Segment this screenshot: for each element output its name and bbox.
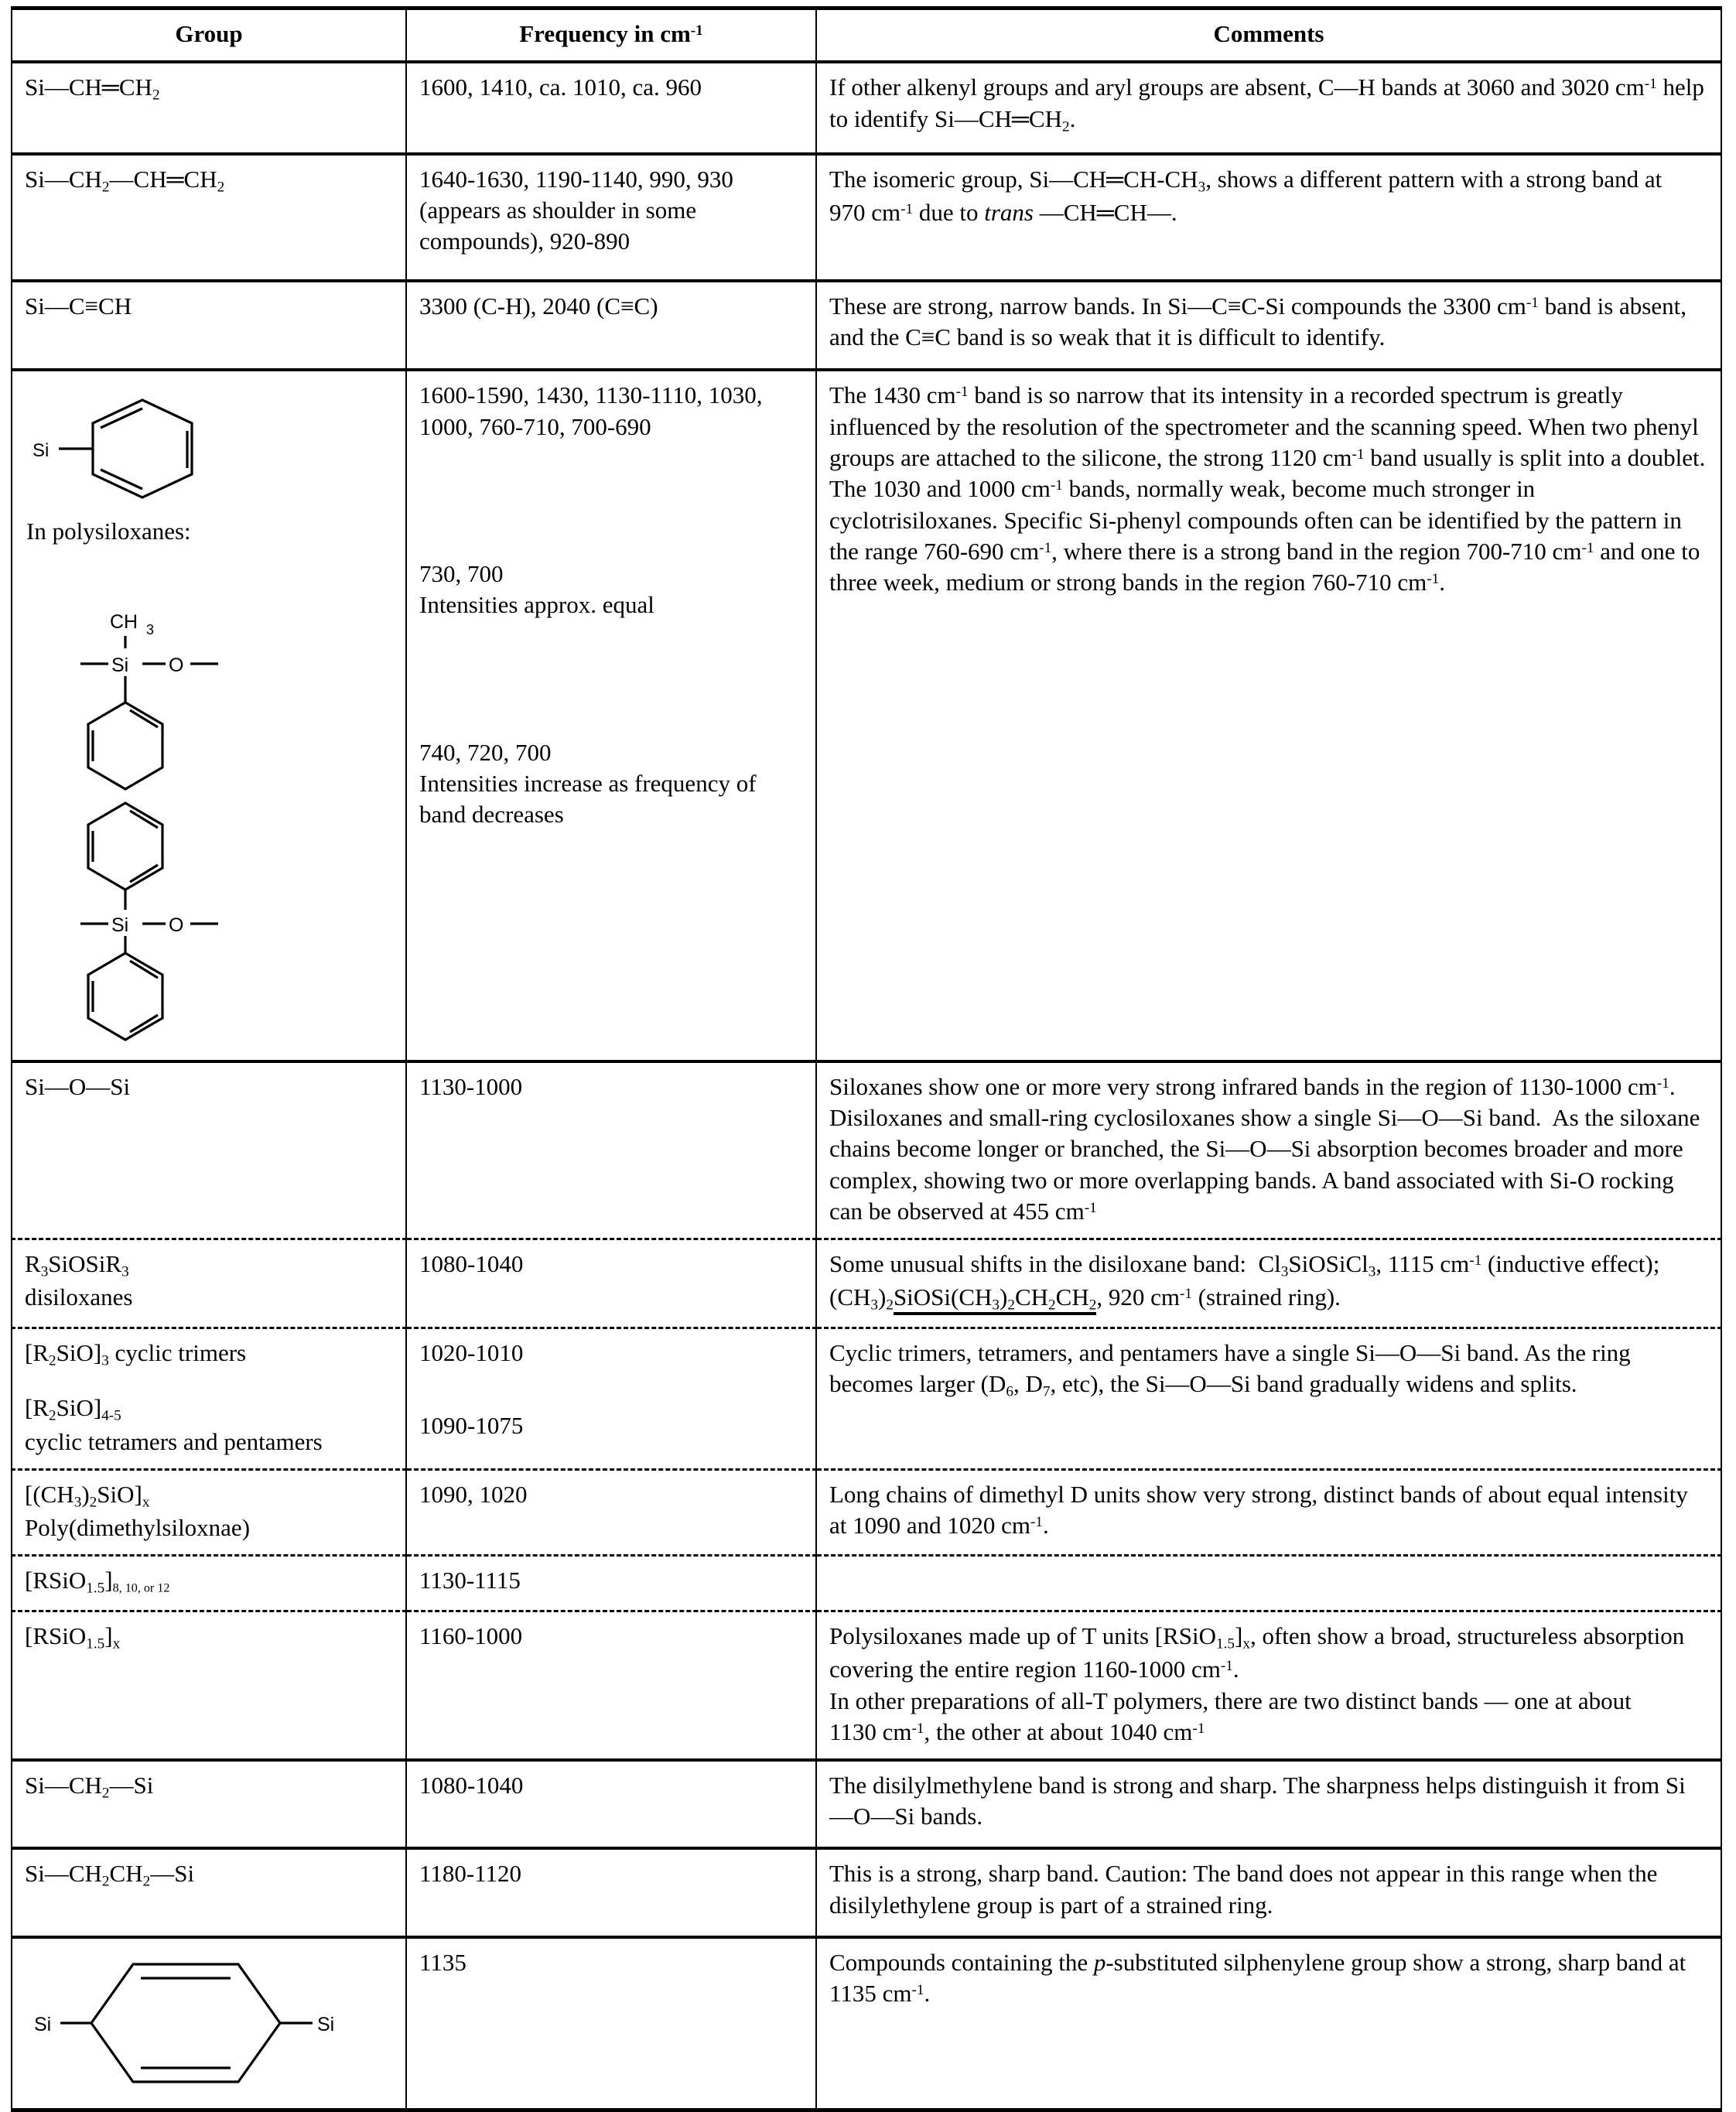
- comments-cell-pdms: Long chains of dimethyl D units show very strong, distinct bands of about equal intensity at 1090 and 1020 $cm^{-1}$.: [816, 1469, 1721, 1556]
- group-cell-phenyl: [12, 370, 406, 1061]
- svg-text:Si: Si: [111, 914, 129, 936]
- frequency-line-trimers: 1020-1010: [419, 1338, 524, 1366]
- group-cell-ethylene: $Si—CH_2CH_2—Si$: [12, 1848, 406, 1936]
- table-page: [0, 6, 1736, 2112]
- si-phenyl-structure: [25, 383, 393, 514]
- frequency-cell-disiloxanes: 1080-1040: [406, 1239, 816, 1328]
- frequency-cell-siloxane: 1130-1000: [406, 1061, 816, 1239]
- group-cell-tcage: $[RSiO_{1.5}]_{8, 10, or 12}$: [12, 1556, 406, 1611]
- comments-cell-phenyl: The 1430 $cm^{-1}$ band is so narrow that its intensity in a recorded spectrum is greatly influenced by the resolution of the spectrometer and the scanning speed. When two phenyl groups are attached to the silicone, the strong 1120 $cm^{-1}$ band usually is split into a doublet. The 1030 and 1000 $cm^{-1}$ bands, normally weak, become much stronger in cyclotrisiloxanes. Specific Si-phenyl compounds often can be identified by the pattern in the range 760-690 $cm^{-1}$, where there is a strong band in the region 700-710 $cm^{-1}$ and one to three week, medium or strong bands in the region 760-710 $cm^{-1}$.: [816, 370, 1721, 1061]
- group-cell-alkynyl: Si—C≡CH: [12, 281, 406, 370]
- table-row: [12, 154, 1721, 281]
- frequency-line-3: 740, 720, 700: [419, 738, 552, 766]
- table-header-row: [12, 9, 1721, 63]
- table-row: [12, 1469, 1721, 1556]
- group-cell-siloxane: Si—O—Si: [12, 1061, 406, 1239]
- svg-text:Si: Si: [32, 440, 50, 462]
- table-row: [12, 281, 1721, 370]
- frequency-cell-cyclics: [406, 1328, 816, 1469]
- table-row: [12, 1760, 1721, 1848]
- comments-cell-cyclics: Cyclic trimers, tetramers, and pentamers have a single Si—O—Si band. As the ring becomes larger ($D_6$, $D_7$, etc), the Si—O—Si band gradually widens and splits.: [816, 1328, 1721, 1469]
- diphenyl-siloxane-structure: [25, 794, 393, 1049]
- group-cell-silphenylene: [12, 1937, 406, 2110]
- frequency-cell-silphenylene: 1135: [406, 1937, 816, 2110]
- table-row: [12, 1556, 1721, 1611]
- group-cell-methylene: $Si—CH_2—Si$: [12, 1760, 406, 1848]
- frequency-cell-vinyl: 1600, 1410, ca. 1010, ca. 960: [406, 62, 816, 153]
- table-row: [12, 1848, 1721, 1936]
- in-polysiloxanes-label: In polysiloxanes:: [26, 518, 191, 545]
- table-row: [12, 1611, 1721, 1760]
- para-phenylene-ring-icon: [25, 1950, 381, 2097]
- comments-cell-methylene: The disilylmethylene band is strong and sharp. The sharpness helps distinguish it from Si—O—Si bands.: [816, 1760, 1721, 1848]
- methyl-phenyl-siloxane-structure: [25, 551, 393, 791]
- svg-text:O: O: [169, 654, 184, 676]
- diphenyl-si-o-icon: [25, 794, 257, 1049]
- table-row: [12, 1937, 1721, 2110]
- frequency-line-tetramers: 1090-1075: [419, 1412, 524, 1440]
- table-row: [12, 1061, 1721, 1239]
- comments-cell-alkynyl: These are strong, narrow bands. In Si—C≡C-Si compounds the 3300 $cm^{-1}$ band is absent, and the C≡C band is so weak that it is difficult to identify.: [816, 281, 1721, 370]
- group-cell-disiloxanes: $R_3SiOSiR_3$ disiloxanes: [12, 1239, 406, 1328]
- comments-cell-ethylene: This is a strong, sharp band. Caution: The band does not appear in this range when the disilylethylene group is part of a strained ring.: [816, 1848, 1721, 1936]
- column-header-frequency-label: Frequency in cm: [519, 20, 691, 47]
- frequency-cell-pdms: 1090, 1020: [406, 1469, 816, 1556]
- frequency-line-1: 1600-1590, 1430, 1130-1110, 1030, 1000, 760-710, 700-690: [419, 381, 763, 440]
- svg-text:Si: Si: [317, 2013, 335, 2035]
- group-cell-vinyl: $Si—CH═CH_2$: [12, 62, 406, 153]
- comments-cell-tcage: [816, 1556, 1721, 1611]
- frequency-cell-tcage: 1130-1115: [406, 1556, 816, 1611]
- frequency-cell-phenyl: [406, 370, 816, 1061]
- comments-cell-disiloxanes: Some unusual shifts in the disiloxane band: $Cl_3SiOSiCl_3$, 1115 $cm^{-1}$ (inductive effect); $(CH_3)_2SiOSi(CH_3)_2CH_2CH_2$, 920 $cm^{-1}$ (strained ring).: [816, 1239, 1721, 1328]
- table-row: [12, 1239, 1721, 1328]
- table-row: [12, 1328, 1721, 1469]
- svg-text:Si: Si: [111, 654, 129, 676]
- comments-cell-silphenylene: Compounds containing the p-substituted silphenylene group show a strong, sharp band at 1135 $cm^{-1}$.: [816, 1937, 1721, 2110]
- svg-text:O: O: [169, 914, 184, 936]
- svg-text:3: 3: [146, 621, 155, 637]
- comments-cell-siloxane: Siloxanes show one or more very strong infrared bands in the region of 1130-1000 $cm^{-1}$. Disiloxanes and small-ring cyclosiloxanes show a single Si—O—Si band. As the siloxane chains become longer or branched, the Si—O—Si absorption becomes broader and more complex, showing two or more overlapping bands. A band associated with Si-O rocking can be observed at 455 $cm^{-1}$: [816, 1061, 1721, 1239]
- column-header-group: Group: [12, 9, 406, 63]
- comments-cell-vinyl: If other alkenyl groups and aryl groups are absent, C—H bands at 3060 and 3020 $cm^{-1}$ help to identify $Si—CH═CH_2$.: [816, 62, 1721, 153]
- frequency-cell-allyl: 1640-1630, 1190-1140, 990, 930 (appears as shoulder in some compounds), 920-890: [406, 154, 816, 281]
- frequency-note-2: Intensities increase as frequency of band decreases: [419, 769, 757, 829]
- svg-text:Si: Si: [34, 2013, 52, 2035]
- table-row: [12, 370, 1721, 1061]
- frequency-cell-tpolymer: 1160-1000: [406, 1611, 816, 1760]
- frequency-line-2: 730, 700: [419, 559, 504, 587]
- group-cell-pdms: $[(CH_3)_2SiO]_x$ Poly(dimethylsiloxnae): [12, 1469, 406, 1556]
- column-header-frequency: [406, 9, 816, 63]
- ir-frequency-table: [11, 6, 1722, 2112]
- group-cell-cyclics: $[R_2SiO]_3$ cyclic trimers $[R_2SiO]_{4-5}$ cyclic tetramers and pentamers: [12, 1328, 406, 1469]
- comments-cell-tpolymer: Polysiloxanes made up of T units $[RSiO_{1.5}]_x$, often show a broad, structureless absorption covering the entire region 1160-1000 $cm^{-1}$. In other preparations of all-T polymers, there are two distinct bands — one at about 1130 $cm^{-1}$, the other at about 1040 $cm^{-1}$: [816, 1611, 1721, 1760]
- p-silphenylene-structure: [25, 1950, 393, 2097]
- group-cell-allyl: $Si—CH_2—CH═CH_2$: [12, 154, 406, 281]
- frequency-cell-ethylene: 1180-1120: [406, 1848, 816, 1936]
- column-header-comments: Comments: [816, 9, 1721, 63]
- frequency-unit-exponent: -1: [690, 22, 703, 39]
- table-row: [12, 62, 1721, 153]
- comments-cell-allyl: The isomeric group, $Si—CH═CH-CH_3$, shows a different pattern with a strong band at 970 $cm^{-1}$ due to trans —CH═CH—.: [816, 154, 1721, 281]
- methyl-phenyl-si-o-icon: [25, 551, 257, 791]
- group-cell-tpolymer: $[RSiO_{1.5}]_x$: [12, 1611, 406, 1760]
- frequency-note-1: Intensities approx. equal: [419, 591, 654, 619]
- frequency-cell-alkynyl: 3300 (C-H), 2040 (C≡C): [406, 281, 816, 370]
- svg-text:CH: CH: [110, 610, 138, 633]
- benzene-ring-icon: [25, 383, 241, 514]
- frequency-cell-methylene: 1080-1040: [406, 1760, 816, 1848]
